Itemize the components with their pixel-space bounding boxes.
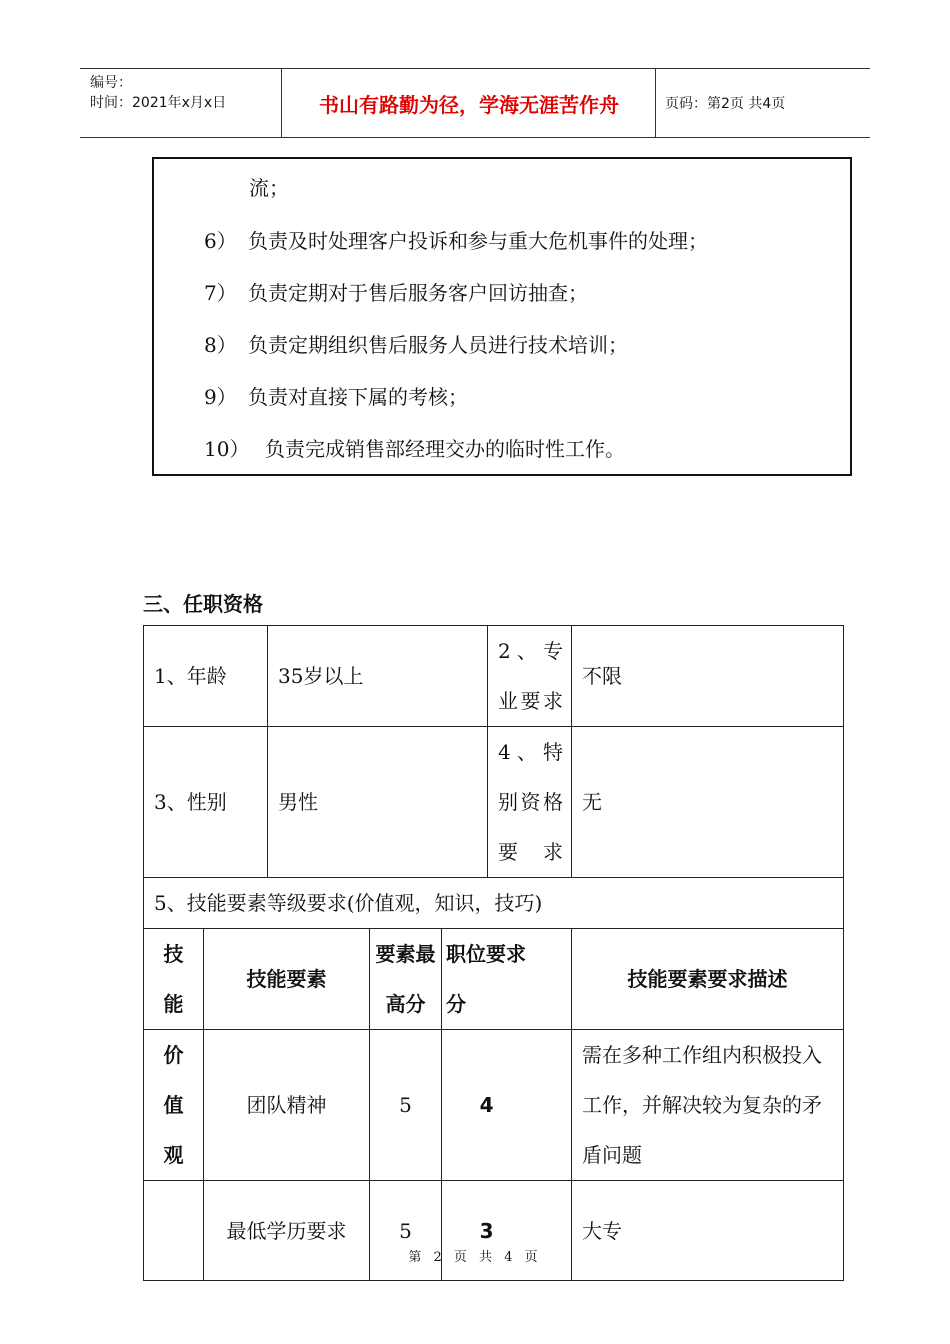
row-element: 团队精神: [204, 1030, 370, 1181]
header-element: 技能要素: [204, 929, 370, 1030]
header-motto: 书山有路勤为径，学海无涯苦作舟: [319, 92, 619, 117]
major-label: 2、专业要求: [488, 626, 572, 727]
table-row: [144, 878, 844, 929]
page-header: [80, 68, 870, 138]
header-required-score: 职位要求分: [442, 929, 572, 1030]
header-page-info: 页码：第2页 共4页: [665, 96, 786, 112]
header-max-score: 要素最高分: [370, 929, 442, 1030]
gender-label: 3、性别: [144, 727, 268, 878]
header-divider: [281, 69, 282, 137]
row-required-score: 4: [442, 1030, 572, 1181]
duty-number: 8）: [204, 333, 237, 357]
row-max-score: 5: [370, 1181, 442, 1281]
duty-text: 负责对直接下属的考核；: [248, 385, 468, 409]
table-row: [144, 1181, 844, 1281]
gender-value: 男性: [268, 727, 488, 878]
major-value: 不限: [572, 626, 844, 727]
duty-continuation: 流；: [249, 176, 289, 200]
duty-text: 负责及时处理客户投诉和参与重大危机事件的处理；: [248, 229, 708, 253]
row-category: 价值观: [144, 1030, 204, 1181]
row-element: 最低学历要求: [204, 1181, 370, 1281]
document-number-label: 编号：: [90, 75, 132, 91]
row-description: 需在多种工作组内积极投入工作，并解决较为复杂的矛盾问题: [572, 1030, 844, 1181]
duty-item: [204, 384, 468, 410]
age-value: 35岁以上: [268, 626, 488, 727]
duties-box: [152, 157, 852, 476]
qualifications-table: [143, 625, 844, 1281]
special-qualification-label: 4、特别资格要求: [488, 727, 572, 878]
header-meta: [90, 73, 226, 113]
age-label: 1、年龄: [144, 626, 268, 727]
header-description: 技能要素要求描述: [572, 929, 844, 1030]
header-category: 技能: [144, 929, 204, 1030]
section-title: 三、任职资格: [143, 592, 263, 616]
special-qualification-value: 无: [572, 727, 844, 878]
duty-item: [204, 436, 625, 462]
table-header-row: [144, 929, 844, 1030]
header-divider: [655, 69, 656, 137]
duty-text: 负责定期组织售后服务人员进行技术培训；: [248, 333, 628, 357]
document-date: 时间：2021年x月x日: [90, 95, 227, 111]
duty-number: 9）: [204, 385, 237, 409]
duty-number: 10）: [204, 437, 250, 461]
row-max-score: 5: [370, 1030, 442, 1181]
duty-item: [204, 332, 628, 358]
duty-text: 负责定期对于售后服务客户回访抽查；: [248, 281, 588, 305]
table-row: [144, 1030, 844, 1181]
duty-item: [204, 280, 588, 306]
table-row: [144, 626, 844, 727]
table-row: [144, 727, 844, 878]
skills-requirement-label: 5、技能要素等级要求(价值观，知识，技巧): [144, 878, 844, 929]
row-category: [144, 1181, 204, 1281]
row-required-score: 3: [442, 1181, 572, 1281]
page-footer: 第 2 页 共 4 页: [408, 1250, 542, 1265]
duty-number: 6）: [204, 229, 237, 253]
row-description: 大专: [572, 1181, 844, 1281]
duty-number: 7）: [204, 281, 237, 305]
duty-text: 负责完成销售部经理交办的临时性工作。: [265, 437, 625, 461]
duty-item: [204, 228, 708, 254]
